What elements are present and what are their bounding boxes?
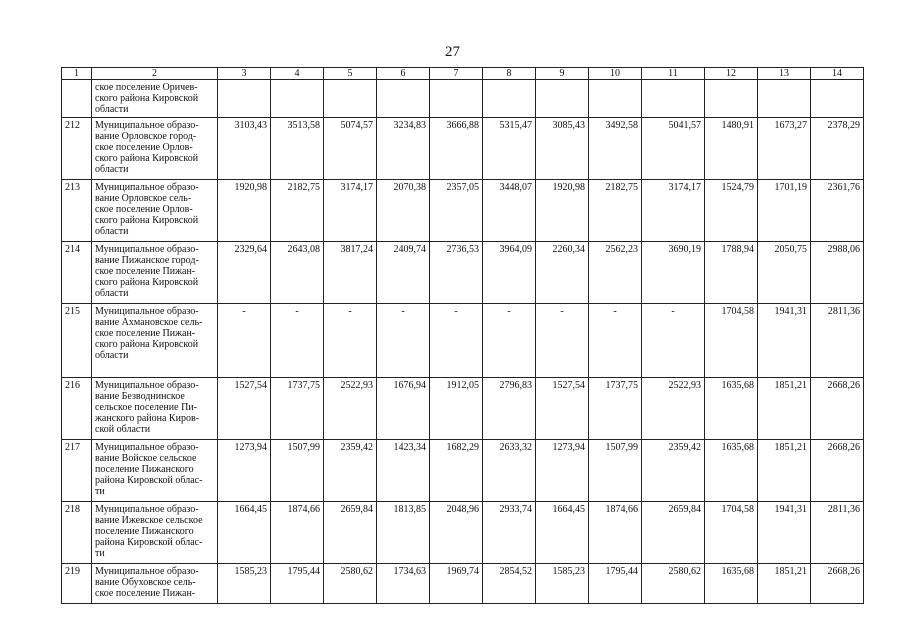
value-cell <box>758 80 811 118</box>
municipality-name-line: вание Орловское город- <box>95 131 197 142</box>
header-row <box>62 68 864 80</box>
value-cell: 2659,84 <box>642 502 705 564</box>
value-cell: 1851,21 <box>758 378 811 440</box>
value-cell: 2409,74 <box>377 242 430 304</box>
value-cell: 3448,07 <box>483 180 536 242</box>
municipality-name-line: области <box>95 226 129 237</box>
value-cell: 2580,62 <box>324 564 377 604</box>
value-cell: 5041,57 <box>642 118 705 180</box>
value-cell: 3103,43 <box>218 118 271 180</box>
municipality-name-line: ское поселение Орлов- <box>95 142 193 153</box>
row-number: 218 <box>62 502 92 564</box>
value-cell: 1676,94 <box>377 378 430 440</box>
table-row <box>62 118 864 180</box>
value-cell: - <box>483 304 536 378</box>
value-cell: 1920,98 <box>218 180 271 242</box>
column-header: 11 <box>642 68 705 80</box>
value-cell: 1704,58 <box>705 502 758 564</box>
row-number: 216 <box>62 378 92 440</box>
municipality-name <box>92 242 218 304</box>
value-cell: 2736,53 <box>430 242 483 304</box>
value-cell: 2562,23 <box>589 242 642 304</box>
value-cell: 1423,34 <box>377 440 430 502</box>
value-cell: 1874,66 <box>589 502 642 564</box>
column-header: 7 <box>430 68 483 80</box>
municipality-name-line: сельское поселение Пи- <box>95 402 197 413</box>
value-cell: 2070,38 <box>377 180 430 242</box>
value-cell: 2378,29 <box>811 118 864 180</box>
value-cell: 1507,99 <box>589 440 642 502</box>
column-header: 14 <box>811 68 864 80</box>
municipality-name-line: жанского района Киров- <box>95 413 199 424</box>
value-cell: 1507,99 <box>271 440 324 502</box>
value-cell: 1664,45 <box>536 502 589 564</box>
value-cell: 1941,31 <box>758 502 811 564</box>
value-cell: 1941,31 <box>758 304 811 378</box>
value-cell: 5074,57 <box>324 118 377 180</box>
municipality-name-line: ти <box>95 486 105 497</box>
value-cell: 1969,74 <box>430 564 483 604</box>
value-cell: 1527,54 <box>536 378 589 440</box>
municipality-name-line: Муниципальное образо- <box>95 244 199 255</box>
municipality-name-line: Муниципальное образо- <box>95 306 199 317</box>
column-header: 1 <box>62 68 92 80</box>
municipality-name-line: ти <box>95 548 105 559</box>
value-cell: 3964,09 <box>483 242 536 304</box>
value-cell: 1795,44 <box>271 564 324 604</box>
value-cell: 2668,26 <box>811 440 864 502</box>
value-cell: - <box>642 304 705 378</box>
value-cell: 3817,24 <box>324 242 377 304</box>
municipality-name-line: вание Ахмановское сель- <box>95 317 203 328</box>
column-header: 9 <box>536 68 589 80</box>
value-cell: 1585,23 <box>536 564 589 604</box>
value-cell: 3174,17 <box>324 180 377 242</box>
municipality-name-line: ского района Кировской <box>95 153 199 164</box>
column-header: 4 <box>271 68 324 80</box>
value-cell: 2668,26 <box>811 378 864 440</box>
value-cell: 2182,75 <box>271 180 324 242</box>
value-cell: 2796,83 <box>483 378 536 440</box>
value-cell: 2522,93 <box>642 378 705 440</box>
municipality-name-line: области <box>95 104 129 115</box>
table-row <box>62 564 864 604</box>
value-cell: 1920,98 <box>536 180 589 242</box>
value-cell: 1480,91 <box>705 118 758 180</box>
value-cell: 2357,05 <box>430 180 483 242</box>
municipality-name-line: ского района Кировской <box>95 93 199 104</box>
value-cell: 2580,62 <box>642 564 705 604</box>
municipality-name <box>92 304 218 378</box>
value-cell <box>811 80 864 118</box>
value-cell: 2811,36 <box>811 502 864 564</box>
table-row <box>62 242 864 304</box>
value-cell: - <box>589 304 642 378</box>
municipality-name-line: вание Обуховское сель- <box>95 577 196 588</box>
value-cell: 3690,19 <box>642 242 705 304</box>
municipality-name-line: поселение Пижанского <box>95 526 194 537</box>
municipality-name <box>92 118 218 180</box>
municipality-name <box>92 502 218 564</box>
value-cell: 2359,42 <box>324 440 377 502</box>
municipality-name <box>92 180 218 242</box>
page-number: 27 <box>445 44 460 60</box>
row-number: 217 <box>62 440 92 502</box>
table-row <box>62 502 864 564</box>
value-cell <box>430 80 483 118</box>
value-cell: 1737,75 <box>589 378 642 440</box>
municipality-name-line: области <box>95 164 129 175</box>
value-cell: 1701,19 <box>758 180 811 242</box>
value-cell <box>589 80 642 118</box>
value-cell: 2854,52 <box>483 564 536 604</box>
column-header: 12 <box>705 68 758 80</box>
value-cell: 1912,05 <box>430 378 483 440</box>
value-cell <box>642 80 705 118</box>
value-cell: 1524,79 <box>705 180 758 242</box>
municipality-name-line: Муниципальное образо- <box>95 566 199 577</box>
value-cell <box>705 80 758 118</box>
value-cell: - <box>324 304 377 378</box>
row-number: 213 <box>62 180 92 242</box>
municipality-name-line: ского района Кировской <box>95 339 199 350</box>
value-cell: 3234,83 <box>377 118 430 180</box>
column-header: 13 <box>758 68 811 80</box>
value-cell: - <box>377 304 430 378</box>
municipality-name-line: района Кировской облас- <box>95 537 203 548</box>
value-cell: 1273,94 <box>536 440 589 502</box>
table-row <box>62 80 864 118</box>
municipality-name-line: ского района Кировской <box>95 277 199 288</box>
table-row <box>62 378 864 440</box>
municipality-name-line: Муниципальное образо- <box>95 182 199 193</box>
municipality-name-line: области <box>95 350 129 361</box>
column-header: 2 <box>92 68 218 80</box>
value-cell: 2359,42 <box>642 440 705 502</box>
value-cell: 2050,75 <box>758 242 811 304</box>
row-number: 214 <box>62 242 92 304</box>
row-number <box>62 80 92 118</box>
value-cell: 2659,84 <box>324 502 377 564</box>
value-cell <box>483 80 536 118</box>
value-cell: 2048,96 <box>430 502 483 564</box>
value-cell: 2329,64 <box>218 242 271 304</box>
value-cell: 1734,63 <box>377 564 430 604</box>
value-cell: 3085,43 <box>536 118 589 180</box>
value-cell: 2988,06 <box>811 242 864 304</box>
value-cell: - <box>536 304 589 378</box>
value-cell: - <box>271 304 324 378</box>
value-cell: 1737,75 <box>271 378 324 440</box>
value-cell: 3174,17 <box>642 180 705 242</box>
value-cell: 2643,08 <box>271 242 324 304</box>
value-cell: 1673,27 <box>758 118 811 180</box>
municipality-name <box>92 564 218 604</box>
municipality-name-line: поселение Пижанского <box>95 464 194 475</box>
value-cell: 1788,94 <box>705 242 758 304</box>
value-cell: 1874,66 <box>271 502 324 564</box>
value-cell: 2182,75 <box>589 180 642 242</box>
value-cell: 3666,88 <box>430 118 483 180</box>
value-cell: 1527,54 <box>218 378 271 440</box>
municipality-name-line: области <box>95 288 129 299</box>
municipality-name-line: ское поселение Оричев- <box>95 82 198 93</box>
municipality-name-line: Муниципальное образо- <box>95 380 199 391</box>
value-cell: 1635,68 <box>705 440 758 502</box>
value-cell: 1851,21 <box>758 564 811 604</box>
value-cell: 5315,47 <box>483 118 536 180</box>
row-number: 212 <box>62 118 92 180</box>
value-cell: 1635,68 <box>705 564 758 604</box>
value-cell: 2522,93 <box>324 378 377 440</box>
value-cell: 1585,23 <box>218 564 271 604</box>
municipality-name-line: вание Ижевское сельское <box>95 515 203 526</box>
table-row <box>62 440 864 502</box>
value-cell: 3513,58 <box>271 118 324 180</box>
column-header: 6 <box>377 68 430 80</box>
value-cell: 1795,44 <box>589 564 642 604</box>
table-row <box>62 180 864 242</box>
value-cell <box>324 80 377 118</box>
municipality-name-line: ское поселение Орлов- <box>95 204 193 215</box>
data-table <box>61 67 864 604</box>
municipality-name-line: района Кировской облас- <box>95 475 203 486</box>
municipality-name <box>92 378 218 440</box>
value-cell: - <box>218 304 271 378</box>
table-row <box>62 304 864 378</box>
column-header: 3 <box>218 68 271 80</box>
value-cell: 1813,85 <box>377 502 430 564</box>
value-cell: 2811,36 <box>811 304 864 378</box>
value-cell: 2933,74 <box>483 502 536 564</box>
value-cell <box>218 80 271 118</box>
municipality-name-line: ской области <box>95 424 151 435</box>
column-header: 5 <box>324 68 377 80</box>
municipality-name-line: Муниципальное образо- <box>95 120 199 131</box>
municipality-name-line: вание Пижанское город- <box>95 255 199 266</box>
municipality-name-line: Муниципальное образо- <box>95 504 199 515</box>
value-cell: 1682,29 <box>430 440 483 502</box>
value-cell: 1664,45 <box>218 502 271 564</box>
value-cell: - <box>430 304 483 378</box>
value-cell: 2633,32 <box>483 440 536 502</box>
value-cell: 2668,26 <box>811 564 864 604</box>
municipality-name-line: Муниципальное образо- <box>95 442 199 453</box>
value-cell: 2361,76 <box>811 180 864 242</box>
value-cell: 1273,94 <box>218 440 271 502</box>
value-cell <box>536 80 589 118</box>
municipality-name <box>92 80 218 118</box>
row-number: 219 <box>62 564 92 604</box>
column-header: 8 <box>483 68 536 80</box>
municipality-name-line: ского района Кировской <box>95 215 199 226</box>
municipality-name-line: вание Орловское сель- <box>95 193 192 204</box>
municipality-name-line: ское поселение Пижан- <box>95 266 196 277</box>
municipality-name-line: вание Войское сельское <box>95 453 197 464</box>
value-cell: 1635,68 <box>705 378 758 440</box>
municipality-name-line: вание Безводнинское <box>95 391 185 402</box>
municipality-name <box>92 440 218 502</box>
value-cell <box>377 80 430 118</box>
municipality-name-line: ское поселение Пижан- <box>95 328 196 339</box>
value-cell: 2260,34 <box>536 242 589 304</box>
value-cell: 1851,21 <box>758 440 811 502</box>
value-cell: 1704,58 <box>705 304 758 378</box>
column-header: 10 <box>589 68 642 80</box>
value-cell: 3492,58 <box>589 118 642 180</box>
value-cell <box>271 80 324 118</box>
municipality-name-line: ское поселение Пижан- <box>95 588 196 599</box>
row-number: 215 <box>62 304 92 378</box>
